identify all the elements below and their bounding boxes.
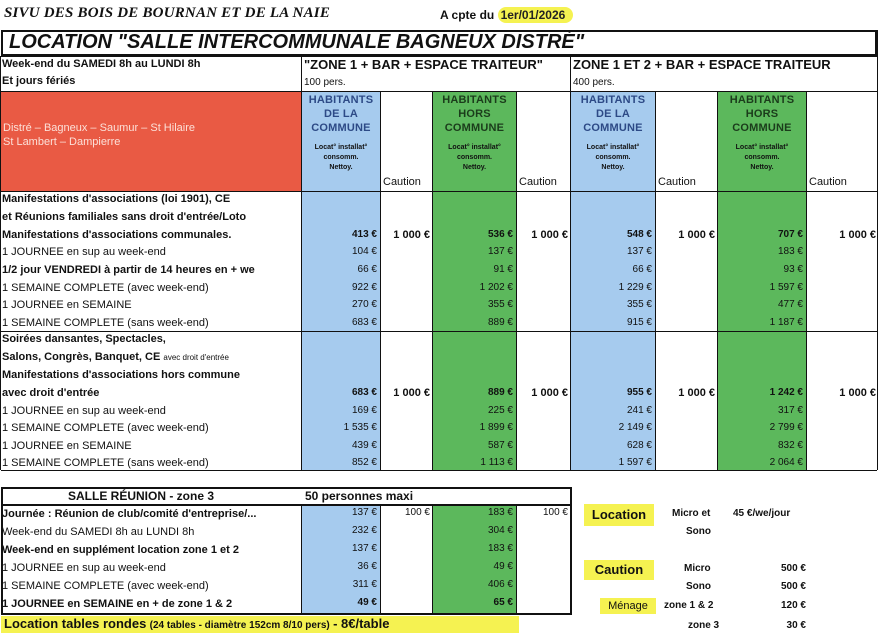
sono-label-2: Sono bbox=[686, 581, 711, 592]
zone12-price: 120 € bbox=[780, 600, 806, 611]
s2-caution-1: 1 000 € bbox=[393, 387, 430, 399]
s2-label-6: 1 SEMAINE COMPLETE (avec week-end) bbox=[2, 422, 209, 434]
section1-z2_hors-3: 1 597 € bbox=[769, 282, 803, 293]
menage-label: Ménage bbox=[600, 598, 656, 614]
section2-z1_hab-4: 852 € bbox=[351, 457, 377, 468]
section1-z1_hors-0: 536 € bbox=[487, 229, 513, 240]
effective-date bbox=[440, 8, 573, 22]
s1-label-0: Manifestations d'associations (loi 1901), CE bbox=[2, 193, 231, 205]
section2-z2_hab-4: 1 597 € bbox=[618, 457, 652, 468]
reunion-title: SALLE RÉUNION - zone 3 bbox=[68, 489, 215, 503]
reunion-hors-5: 65 € bbox=[493, 597, 513, 608]
reunion-hors-1: 304 € bbox=[487, 525, 513, 536]
section1-z1_hors-2: 91 € bbox=[493, 264, 513, 275]
s2-label-7: 1 JOURNEE en SEMAINE bbox=[2, 440, 132, 452]
micro-label: Micro bbox=[684, 563, 711, 574]
reunion-hors-2: 183 € bbox=[487, 543, 513, 554]
section2-z2_hors-1: 317 € bbox=[777, 405, 803, 416]
s1-label-5: 1 SEMAINE COMPLETE (avec week-end) bbox=[2, 282, 209, 294]
r-caution-hab: 100 € bbox=[404, 507, 430, 518]
section2-z1_hab-3: 439 € bbox=[351, 440, 377, 451]
s2-label-1: Salons, Congrès, Banquet, CE avec droit d'entrée bbox=[2, 351, 229, 363]
communes-line-2: St Lambert – Dampierre bbox=[3, 136, 121, 148]
section2-z1_hors-0: 889 € bbox=[487, 387, 513, 398]
r-label-3: 1 JOURNEE en sup au week-end bbox=[2, 562, 166, 574]
r-label-4: 1 SEMAINE COMPLETE (avec week-end) bbox=[2, 580, 209, 592]
communes-cell bbox=[1, 91, 301, 191]
section1-z2_hab-5: 915 € bbox=[626, 317, 652, 328]
acpte-label: A cpte du bbox=[440, 8, 495, 22]
reunion-hab-2: 137 € bbox=[351, 543, 377, 554]
reunion-hab-3: 36 € bbox=[357, 561, 377, 572]
zone3-price: 30 € bbox=[786, 620, 806, 631]
r-label-1: Week-end du SAMEDI 8h au LUNDI 8h bbox=[2, 526, 195, 538]
section2-z2_hab-3: 628 € bbox=[626, 440, 652, 451]
caution-head-3: Caution bbox=[658, 176, 696, 188]
section1-z2_hors-0: 707 € bbox=[777, 229, 803, 240]
s2-caution-3: 1 000 € bbox=[678, 387, 715, 399]
s2-label-5: 1 JOURNEE en sup au week-end bbox=[2, 405, 166, 417]
section2-z2_hab-0: 955 € bbox=[626, 387, 652, 398]
location-price: 45 €/we/jour bbox=[733, 508, 791, 519]
zone2-hors-head: HABITANTS HORS COMMUNE Locat° installat° consomm. Nettoy. bbox=[729, 94, 795, 171]
section2-z2_hors-3: 832 € bbox=[777, 440, 803, 451]
s1-caution-2: 1 000 € bbox=[531, 229, 568, 241]
section1-z2_hab-1: 137 € bbox=[626, 246, 652, 257]
section1-z2_hab-2: 66 € bbox=[632, 264, 652, 275]
zone1-hors-head: HABITANTS HORS COMMUNE Locat° installat° consomm. Nettoy. bbox=[442, 94, 507, 171]
section1-z2_hab-4: 355 € bbox=[626, 299, 652, 310]
caution-head-1: Caution bbox=[383, 176, 421, 188]
section2-z1_hab-2: 1 535 € bbox=[343, 422, 377, 433]
date-highlight: 1er/01/2026 bbox=[498, 7, 574, 23]
organisation-title: SIVU DES BOIS DE BOURNAN ET DE LA NAIE bbox=[4, 5, 331, 21]
section2-z2_hors-0: 1 242 € bbox=[769, 387, 803, 398]
section2-z2_hab-2: 2 149 € bbox=[618, 422, 652, 433]
section1-z2_hab-0: 548 € bbox=[626, 229, 652, 240]
s2-caution-4: 1 000 € bbox=[839, 387, 876, 399]
s1-caution-4: 1 000 € bbox=[839, 229, 876, 241]
reunion-hab-5: 49 € bbox=[357, 597, 377, 608]
micro-et: Micro et bbox=[672, 508, 711, 519]
s1-label-1: et Réunions familiales sans droit d'entrée/Loto bbox=[2, 211, 247, 223]
s1-label-6: 1 JOURNEE en SEMAINE bbox=[2, 299, 132, 311]
page-title: LOCATION "SALLE INTERCOMMUNALE BAGNEUX DISTRÉ" bbox=[1, 30, 877, 56]
reunion-hab-0: 137 € bbox=[351, 507, 377, 518]
zone1-title: "ZONE 1 + BAR + ESPACE TRAITEUR" bbox=[304, 57, 543, 72]
communes-line-1: Distré – Bagneux – Saumur – St Hilaire bbox=[3, 122, 195, 134]
zone1-habitants-head: HABITANTS DE LA COMMUNE Locat° installat° consomm. Nettoy. bbox=[308, 94, 374, 171]
r-label-5: 1 JOURNEE en SEMAINE en + de zone 1 & 2 bbox=[2, 598, 233, 610]
reunion-hors-4: 406 € bbox=[487, 579, 513, 590]
zone2-title: ZONE 1 ET 2 + BAR + ESPACE TRAITEUR bbox=[573, 57, 831, 72]
s1-label-4: 1/2 jour VENDREDI à partir de 14 heures en + we bbox=[2, 264, 255, 276]
section1-z1_hab-5: 683 € bbox=[351, 317, 377, 328]
section1-z1_hab-2: 66 € bbox=[357, 264, 377, 275]
reunion-capacity: 50 personnes maxi bbox=[305, 489, 414, 503]
section2-z1_hors-4: 1 113 € bbox=[480, 457, 513, 468]
sono-label-1: Sono bbox=[686, 526, 711, 537]
location-label: Location bbox=[584, 504, 654, 526]
section1-z1_hab-0: 413 € bbox=[351, 229, 377, 240]
section1-z1_hors-5: 889 € bbox=[487, 317, 513, 328]
reunion-hab-1: 232 € bbox=[351, 525, 377, 536]
zone2-capacity: 400 pers. bbox=[573, 77, 615, 88]
reunion-hab-4: 311 € bbox=[352, 579, 377, 590]
section1-z1_hab-3: 922 € bbox=[351, 282, 377, 293]
section1-z1_hab-4: 270 € bbox=[351, 299, 377, 310]
section2-z1_hors-2: 1 899 € bbox=[479, 422, 513, 433]
zone3-label: zone 3 bbox=[688, 620, 720, 631]
s1-caution-1: 1 000 € bbox=[393, 229, 430, 241]
section2-z1_hab-0: 683 € bbox=[351, 387, 377, 398]
section2-z2_hab-1: 241 € bbox=[626, 405, 652, 416]
s1-label-3: 1 JOURNEE en sup au week-end bbox=[2, 246, 166, 258]
s2-label-8: 1 SEMAINE COMPLETE (sans week-end) bbox=[2, 457, 209, 469]
section1-z2_hors-2: 93 € bbox=[783, 264, 803, 275]
section2-z1_hors-1: 225 € bbox=[487, 405, 513, 416]
r-label-2: Week-end en supplément location zone 1 et 2 bbox=[2, 544, 239, 556]
s1-label-2: Manifestations d'associations communales. bbox=[2, 229, 232, 241]
section1-z2_hab-3: 1 229 € bbox=[618, 282, 652, 293]
section1-z1_hors-1: 137 € bbox=[487, 246, 513, 257]
s1-caution-3: 1 000 € bbox=[678, 229, 715, 241]
sono-price: 500 € bbox=[780, 581, 806, 592]
s1-label-7: 1 SEMAINE COMPLETE (sans week-end) bbox=[2, 317, 209, 329]
s2-caution-2: 1 000 € bbox=[531, 387, 568, 399]
period-line-2: Et jours fériés bbox=[2, 75, 76, 87]
zone2-habitants-head: HABITANTS DE LA COMMUNE Locat° installat° consomm. Nettoy. bbox=[580, 94, 646, 171]
section1-z2_hors-1: 183 € bbox=[777, 246, 803, 257]
r-label-0: Journée : Réunion de club/comité d'entreprise/... bbox=[2, 508, 257, 520]
caution-label: Caution bbox=[584, 560, 654, 580]
s2-label-4: avec droit d'entrée bbox=[2, 387, 100, 399]
tables-text: Location tables rondes (24 tables - diamètre 152cm 8/10 pers) - 8€/table bbox=[4, 616, 390, 631]
reunion-hors-0: 183 € bbox=[487, 507, 513, 518]
caution-head-2: Caution bbox=[519, 176, 557, 188]
zone1-capacity: 100 pers. bbox=[304, 77, 346, 88]
section1-z2_hors-5: 1 187 € bbox=[769, 317, 803, 328]
r-caution-hors: 100 € bbox=[542, 507, 568, 518]
zone12-label: zone 1 & 2 bbox=[664, 600, 714, 611]
section1-z1_hors-4: 355 € bbox=[487, 299, 513, 310]
section1-z2_hors-4: 477 € bbox=[777, 299, 803, 310]
micro-price: 500 € bbox=[780, 563, 806, 574]
reunion-hors-3: 49 € bbox=[493, 561, 513, 572]
s2-label-0: Soirées dansantes, Spectacles, bbox=[2, 333, 166, 345]
section2-z2_hors-2: 2 799 € bbox=[769, 422, 803, 433]
period-line-1: Week-end du SAMEDI 8h au LUNDI 8h bbox=[2, 58, 201, 70]
caution-head-4: Caution bbox=[809, 176, 847, 188]
section2-z2_hors-4: 2 064 € bbox=[769, 457, 803, 468]
section1-z1_hab-1: 104 € bbox=[351, 246, 377, 257]
section1-z1_hors-3: 1 202 € bbox=[479, 282, 513, 293]
s2-label-3: Manifestations d'associations hors commune bbox=[2, 369, 240, 381]
section2-z1_hab-1: 169 € bbox=[351, 405, 377, 416]
section2-z1_hors-3: 587 € bbox=[487, 440, 513, 451]
